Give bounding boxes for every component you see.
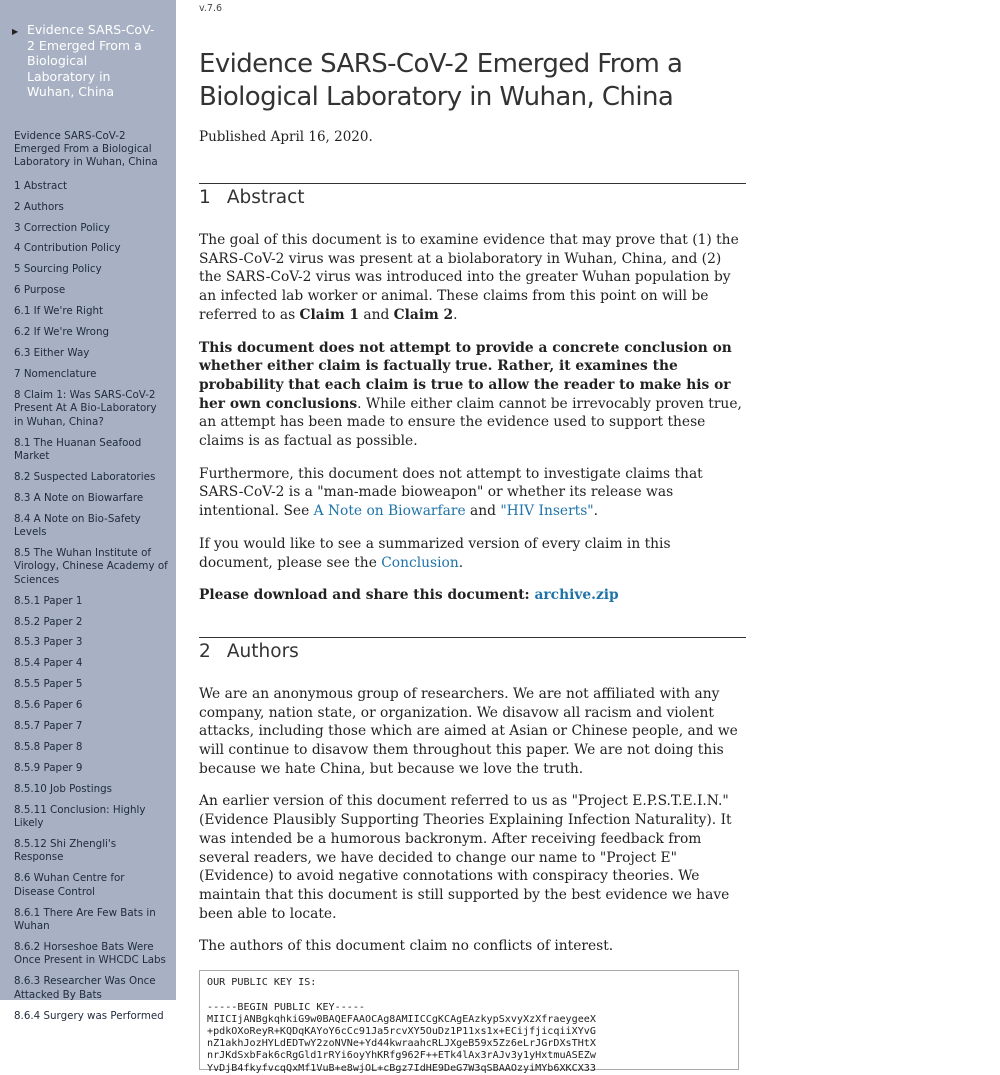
text: If you would like to see a summarized version of every claim in this document, please see the: [199, 535, 671, 571]
toc-item[interactable]: 6.3 Either Way: [14, 346, 90, 359]
authors-paragraph-1: We are an anonymous group of researchers. We are not affiliated with any company, nation state, or organization. We disavow all racism and violent attacks, including those which are aimed at Asian or Chinese people, and we will continue to disavow them throughout this paper. We are not doing this because we hate China, but because we love the truth.: [199, 685, 738, 777]
toc-item[interactable]: 7 Nomenclature: [14, 367, 97, 380]
abstract-heading: [199, 187, 746, 208]
abstract-paragraph-5: [199, 586, 748, 605]
toc-item[interactable]: 8.5.1 Paper 1: [14, 594, 83, 607]
toc-item[interactable]: 8.5 The Wuhan Institute of Virology, Chinese Academy of Sciences: [14, 546, 168, 586]
claim-2-label: Claim 2: [393, 306, 454, 323]
toc-item[interactable]: 5 Sourcing Policy: [14, 263, 102, 276]
triangle-right-icon[interactable]: ▶: [12, 27, 19, 36]
toc-item[interactable]: 8.5.9 Paper 9: [14, 761, 83, 774]
text: .: [458, 554, 464, 571]
section-title: Authors: [226, 640, 299, 662]
toc-item[interactable]: 8.5.2 Paper 2: [14, 615, 83, 628]
toc-item[interactable]: 8.5.12 Shi Zhengli's Response: [14, 838, 117, 864]
authors-paragraph-2: An earlier version of this document referred to us as "Project E.P.S.T.E.I.N." (Evidence Plausibly Supporting Theories Explaining Infection Naturality). It was intended be a humorous backronym. After receiving feedback from several readers, we have decided to change our name to "Project E" (Evidence) to avoid negative connotations with conspiracy theories. We maintain that this document is still supported by the best evidence we have been able to locate.: [199, 793, 732, 922]
toc-item[interactable]: 8.6.3 Researcher Was Once Attacked By Bats: [14, 975, 156, 1001]
link-text[interactable]: archive.zip: [534, 587, 619, 604]
bold-text: Please download and share this document:: [199, 587, 535, 604]
toc-item[interactable]: 8.5.3 Paper 3: [14, 636, 83, 649]
text: .: [453, 306, 458, 323]
toc-item[interactable]: 2 Authors: [14, 200, 64, 213]
text: Furthermore, this document does not attempt to investigate claims that SARS-CoV-2 is a "man-made bioweapon" or whether its release was intentional. See: [199, 465, 703, 520]
abstract-paragraph-4: [199, 535, 748, 572]
toc-item[interactable]: 8.5.5 Paper 5: [14, 678, 83, 691]
sidebar-title[interactable]: Evidence SARS-CoV-2 Emerged From a Biological Laboratory in Wuhan, China: [27, 22, 155, 99]
public-key-block: OUR PUBLIC KEY IS: -----BEGIN PUBLIC KEY----- MIICIjANBgkqhkiG9w0BAQEFAAOCAg8AMIICCgKCAgEAzkypSxvyXzXfraeygeeX +pdkOXoReyR+KQDqKAYoY6cCc91Ja5rcvXY5OuDz1P11xs1x+ECijfjicqiiXYvG nZ1akhJozHYLdEDTwY2zoNVNe+Yd44kwraahcRLJXgeB59x5Zz6eLrJGrDXsTHtX nrJKdSxbFak6cRgGld1rRYi6oyYhKRfg962F++ETk4lAx3rAJv3y1yHxtmuASEZw YvDjB4fkyfvcqQxMf1VuB+e8wjOL+cBgz7IdHE9DeG7W3qSBAAOzyiMYb6XKCX33: [199, 970, 739, 1070]
text: .: [593, 503, 599, 520]
section-title: Abstract: [226, 187, 305, 208]
toc-item[interactable]: 8.1 The Huanan Seafood Market: [14, 436, 142, 462]
biowarfare-link[interactable]: A Note on Biowarfare: [313, 503, 466, 520]
toc-item[interactable]: 8.5.10 Job Postings: [14, 782, 113, 795]
section-number: 1: [199, 187, 211, 208]
toc-item[interactable]: 8.5.4 Paper 4: [14, 657, 83, 670]
toc-item[interactable]: 8.5.8 Paper 8: [14, 741, 83, 753]
toc-item[interactable]: 8.5.11 Conclusion: Highly Likely: [14, 803, 146, 830]
toc-item[interactable]: 8.2 Suspected Laboratories: [14, 470, 156, 483]
toc-item[interactable]: 8.4 A Note on Bio-Safety Levels: [14, 512, 141, 539]
claim-1-label: Claim 1: [299, 306, 359, 323]
toc-item[interactable]: 3 Correction Policy: [14, 221, 110, 234]
authors-heading: [199, 641, 746, 662]
abstract-section: [199, 183, 746, 605]
toc-item[interactable]: 8.5.7 Paper 7: [14, 720, 83, 733]
main-content: [199, 0, 749, 1074]
table-of-contents: [0, 130, 176, 1024]
toc-item[interactable]: 8.3 A Note on Biowarfare: [14, 491, 144, 504]
hiv-inserts-link[interactable]: "HIV Inserts": [500, 503, 594, 520]
abstract-paragraph-3: [199, 465, 748, 521]
page-title: Evidence SARS-CoV-2 Emerged From a Biological Laboratory in Wuhan, China: [199, 49, 683, 112]
text: and: [465, 503, 501, 520]
toc-item[interactable]: 6 Purpose: [14, 284, 66, 297]
text: and: [358, 306, 394, 323]
toc-item[interactable]: 1 Abstract: [14, 179, 68, 192]
toc-item[interactable]: 8.5.6 Paper 6: [14, 699, 83, 712]
abstract-paragraph-1: [199, 231, 748, 325]
toc-item[interactable]: 6.2 If We're Wrong: [14, 326, 110, 339]
version-label: v.7.6: [199, 3, 223, 14]
conclusion-link[interactable]: Conclusion: [381, 554, 459, 571]
section-number: 2: [199, 640, 211, 662]
toc-item[interactable]: 8.6.1 There Are Few Bats in Wuhan: [14, 906, 156, 933]
authors-section: [199, 637, 746, 1074]
toc-item[interactable]: 8.6 Wuhan Centre for Disease Control: [14, 872, 125, 898]
sidebar-header[interactable]: [0, 0, 176, 100]
toc-item[interactable]: 8 Claim 1: Was SARS-CoV-2 Present At A Bio-Laboratory in Wuhan, China?: [14, 388, 157, 428]
toc-item[interactable]: 6.1 If We're Right: [14, 305, 104, 318]
text: . While either claim cannot be irrevocably proven true, an attempt has been made to ensure the evidence used to support these claims is as factual as possible.: [199, 395, 742, 450]
toc-item[interactable]: 4 Contribution Policy: [14, 242, 121, 255]
text: The goal of this document is to examine evidence that may prove that (1) the SARS-CoV-2 virus was present at a biolaboratory in Wuhan, China, and (2) the SARS-CoV-2 virus was introduced into the greater Wuhan population by an infected lab worker or animal. These claims from this point on will be referred to as: [199, 232, 739, 323]
authors-paragraph-3: The authors of this document claim no conflicts of interest.: [199, 938, 614, 955]
toc-item[interactable]: 8.6.4 Surgery was Performed: [14, 1009, 164, 1022]
bold-text: This document does not attempt to provide a concrete conclusion on whether either claim is factually true. Rather, it examines the probability that each claim is true to allow the reader to make his or her own conclusions: [199, 339, 732, 412]
abstract-paragraph-2: [199, 339, 748, 451]
archive-download-link[interactable]: [534, 587, 618, 603]
published-date: Published April 16, 2020.: [199, 129, 373, 145]
toc-item[interactable]: 8.6.2 Horseshoe Bats Were Once Present in WHCDC Labs: [14, 940, 166, 967]
toc-item[interactable]: Evidence SARS-CoV-2 Emerged From a Biological Laboratory in Wuhan, China: [14, 129, 158, 169]
sidebar: [0, 0, 176, 1022]
